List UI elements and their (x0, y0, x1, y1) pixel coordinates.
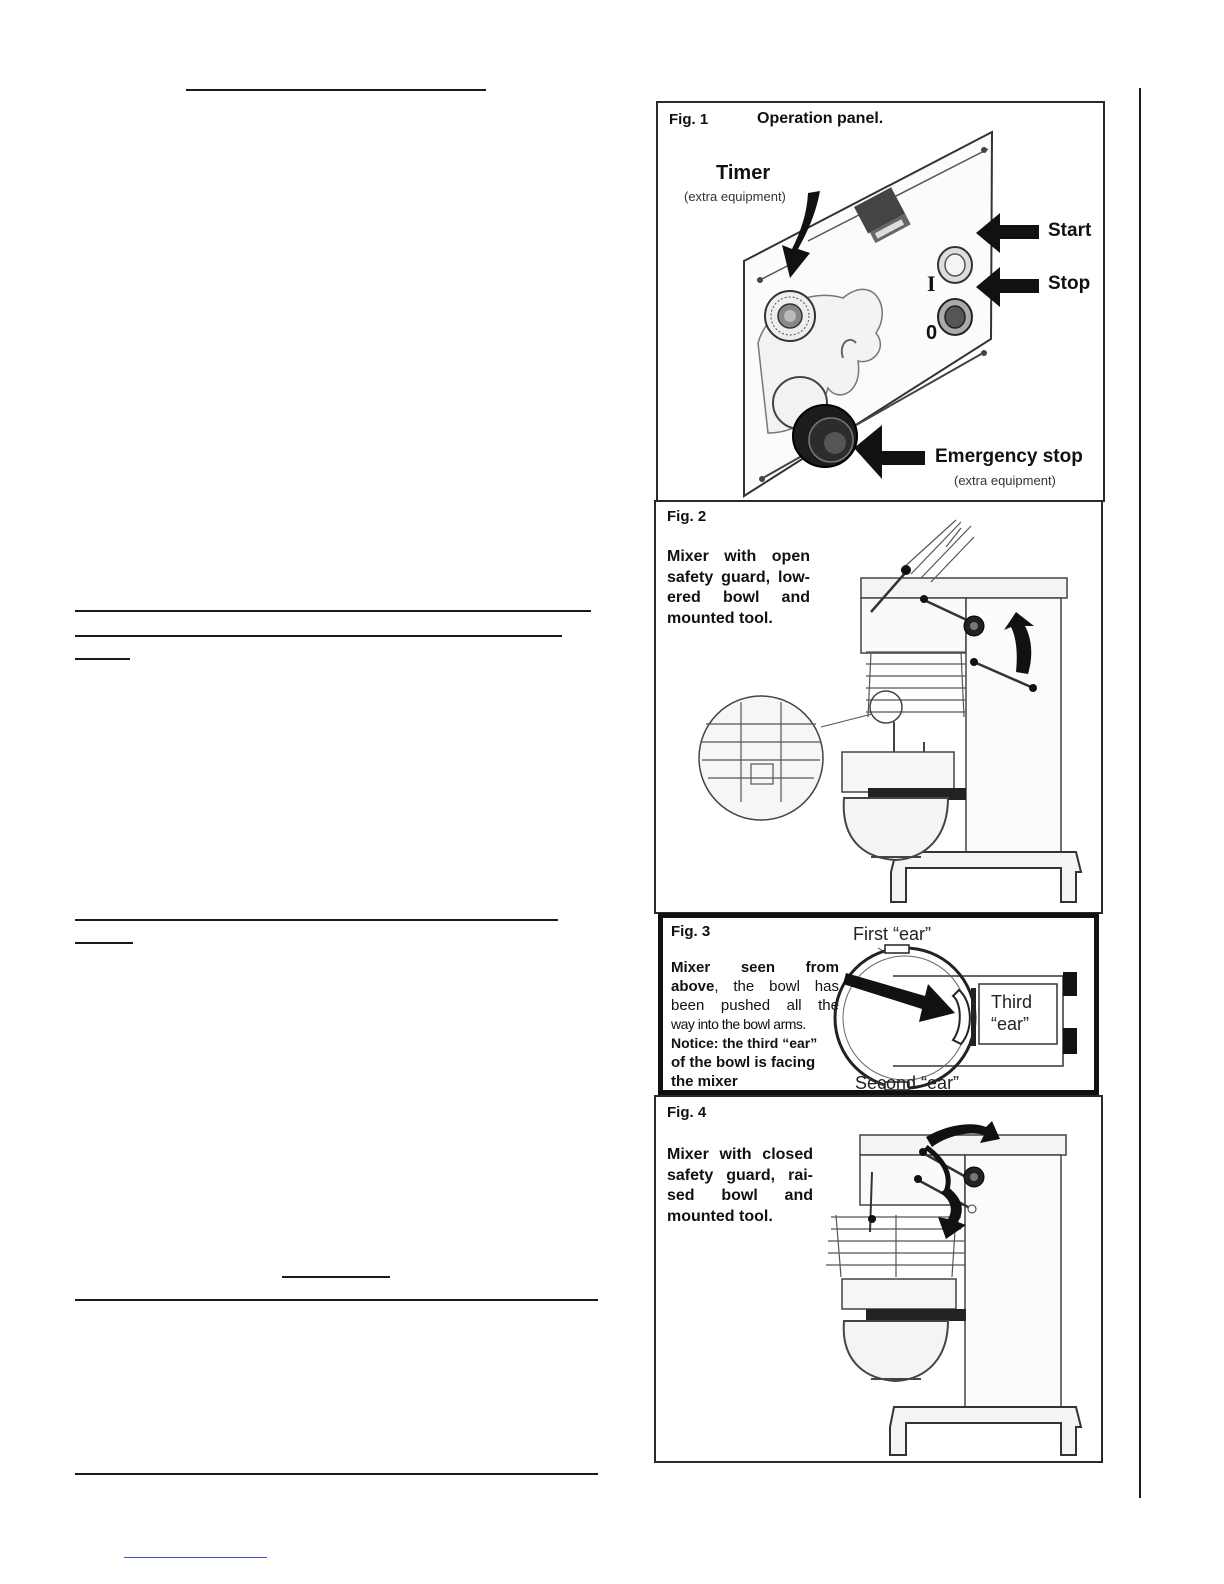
timer-label: Timer (716, 162, 771, 184)
section-divider-top (75, 1299, 598, 1301)
figure-3-caption-line: way into the bowl arms. (671, 1016, 806, 1032)
figure-3-number: Fig. 3 (671, 923, 711, 940)
heading-underline-1 (186, 89, 486, 91)
figure-2-caption-line: safety guard, low- (667, 568, 810, 586)
figure-4-caption-line: mounted tool. (667, 1207, 773, 1225)
figure-1-number: Fig. 1 (669, 111, 709, 128)
figure-2-caption-line: Mixer with open (667, 548, 810, 565)
figure-4-caption-line: Mixer with closed (667, 1146, 813, 1163)
figure-3-panel (658, 913, 1099, 1095)
mixer-open-guard-illustration (656, 502, 1105, 916)
second-ear-label: Second “ear” (855, 1073, 960, 1093)
figure-4-caption-line: safety guard, rai- (667, 1166, 813, 1184)
emergency-stop-note: (extra equipment) (954, 473, 1056, 488)
start-button-illustration (938, 247, 972, 283)
start-label: Start (1048, 220, 1092, 241)
figure-2-panel (654, 500, 1103, 914)
heading-underline-2b (75, 635, 562, 637)
third-ear-label-line-2: “ear” (991, 1014, 1030, 1034)
figure-4-panel (654, 1095, 1103, 1463)
heading-underline-3b (75, 942, 133, 944)
heading-underline-3a (75, 919, 558, 921)
heading-underline-2a (75, 610, 591, 612)
heading-underline-4 (282, 1276, 390, 1278)
figure-3-caption-line: been pushed all the (671, 997, 839, 1014)
figure-2-caption-line: ered bowl and (667, 589, 810, 606)
figure-4-caption-line: sed bowl and (667, 1187, 813, 1204)
emergency-stop-label: Emergency stop (935, 446, 1083, 467)
figure-1-panel (656, 101, 1105, 502)
figure-2-number: Fig. 2 (667, 508, 707, 525)
timer-note: (extra equipment) (684, 189, 786, 204)
figure-2-caption-line: mounted tool. (667, 609, 773, 627)
figure-3-caption-line: Notice: the third “ear” (671, 1035, 818, 1051)
footer-link-underline[interactable] (124, 1557, 267, 1558)
heading-underline-2c (75, 658, 130, 660)
figure-1-title: Operation panel. (757, 110, 884, 127)
figure-3-caption-rest: , the bowl has (714, 978, 839, 995)
stop-label: Stop (1048, 273, 1091, 294)
stop-symbol: 0 (926, 322, 938, 344)
start-symbol: I (927, 271, 936, 296)
figure-3-caption-line: of the bowl is facing (671, 1054, 816, 1071)
figure-4-number: Fig. 4 (667, 1104, 707, 1121)
figure-3-caption-bold: above (671, 978, 715, 995)
column-vertical-rule (1139, 88, 1141, 1498)
third-ear-label-line-1: Third (991, 992, 1033, 1012)
arrow-to-emergency-stop (854, 425, 925, 479)
mixer-closed-guard-illustration (656, 1097, 1105, 1465)
figure-3-caption-line: Mixer seen from (671, 959, 839, 976)
stop-button-illustration (938, 299, 972, 335)
timer-dial (765, 291, 815, 341)
section-divider-bottom (75, 1473, 598, 1475)
first-ear-label: First “ear” (853, 924, 931, 944)
figure-3-caption-line: the mixer (671, 1073, 738, 1090)
